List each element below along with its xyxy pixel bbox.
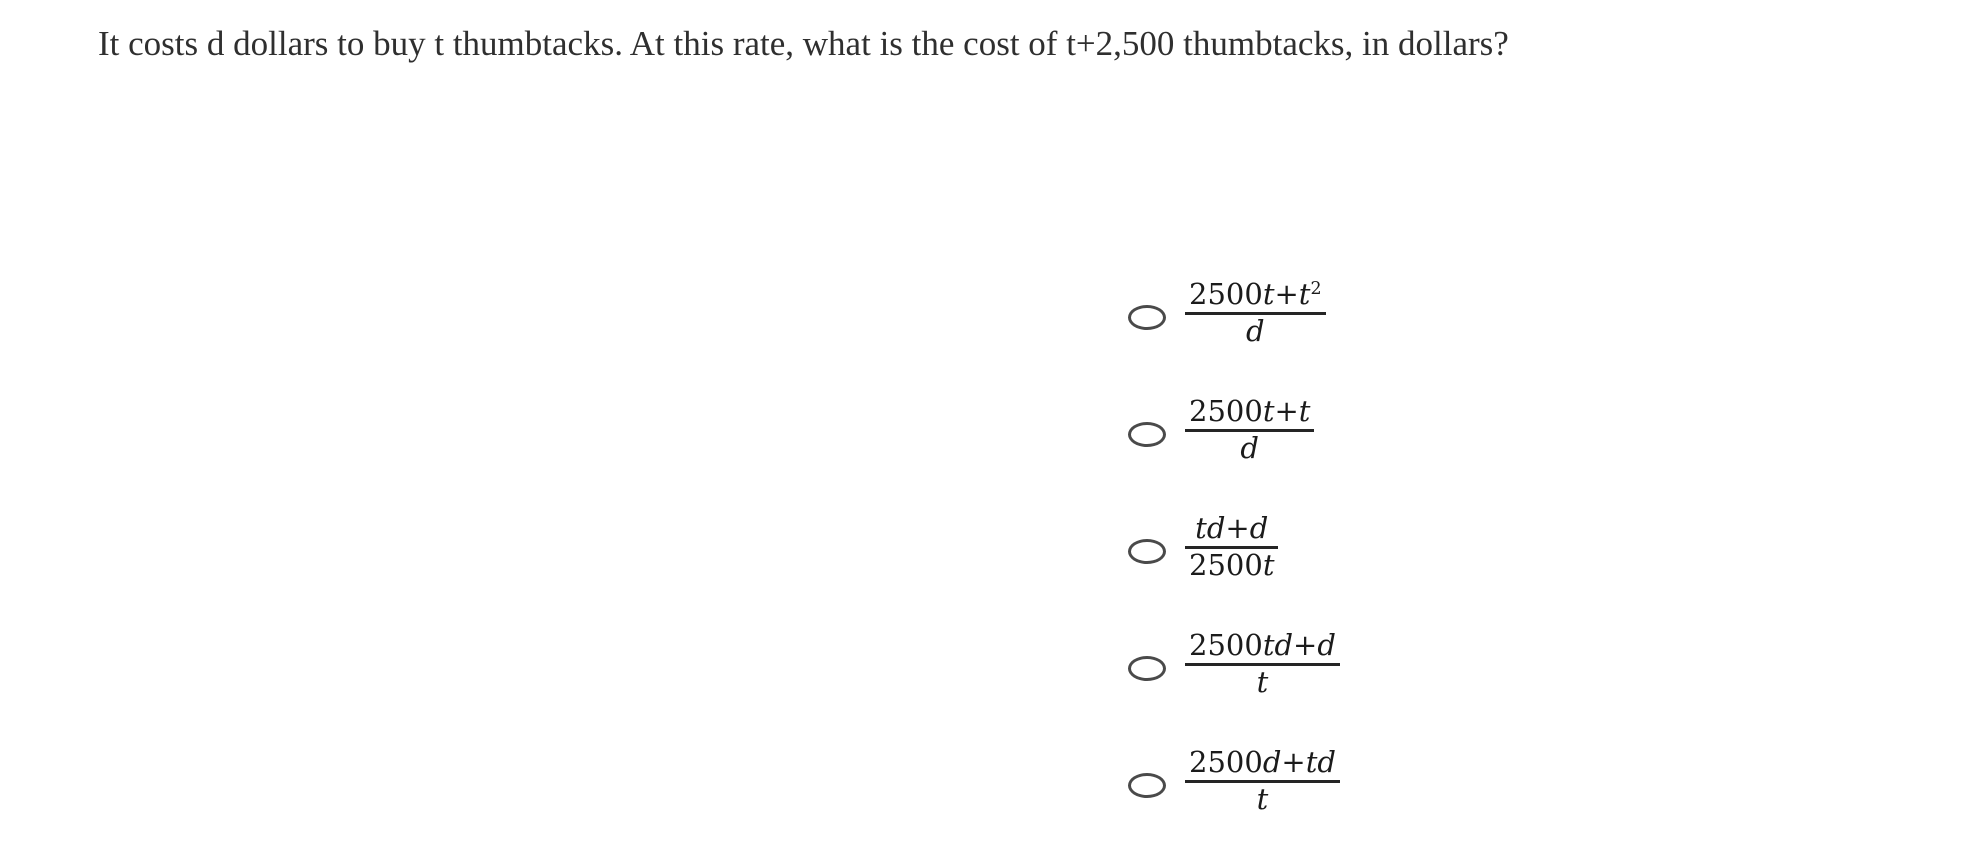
radio-button[interactable] [1128, 539, 1166, 564]
radio-button[interactable] [1128, 422, 1166, 447]
answer-option[interactable] [1128, 746, 1340, 816]
question-text: It costs d dollars to buy t thumbtacks. At this rate, what is the cost of t+2,500 thumbtacks, in dollars? [98, 24, 1509, 63]
answer-option[interactable] [1128, 629, 1340, 699]
fraction-numerator: 2500d+td [1189, 745, 1336, 779]
answer-option[interactable] [1128, 278, 1340, 348]
answer-option[interactable] [1128, 512, 1340, 582]
fraction-numerator: 2500td+d [1189, 628, 1336, 662]
answer-fraction [1185, 278, 1326, 348]
radio-button[interactable] [1128, 656, 1166, 681]
radio-button[interactable] [1128, 773, 1166, 798]
answer-option[interactable] [1128, 395, 1340, 465]
fraction-denominator: t [1256, 665, 1269, 699]
fraction-numerator: 2500t+t [1189, 394, 1311, 428]
answer-fraction [1185, 629, 1340, 699]
radio-button[interactable] [1128, 305, 1166, 330]
fraction-numerator: $2500t+t^2$ [1189, 277, 1322, 311]
answer-fraction [1185, 512, 1278, 582]
fraction-denominator: d [1240, 431, 1259, 465]
fraction-denominator: 2500t [1189, 548, 1275, 582]
answer-fraction [1185, 746, 1340, 816]
fraction-denominator: t [1256, 782, 1269, 816]
fraction-denominator: d [1245, 314, 1265, 348]
answer-options [1128, 278, 1340, 863]
fraction-numerator: td+d [1195, 511, 1269, 545]
answer-fraction [1185, 395, 1314, 465]
